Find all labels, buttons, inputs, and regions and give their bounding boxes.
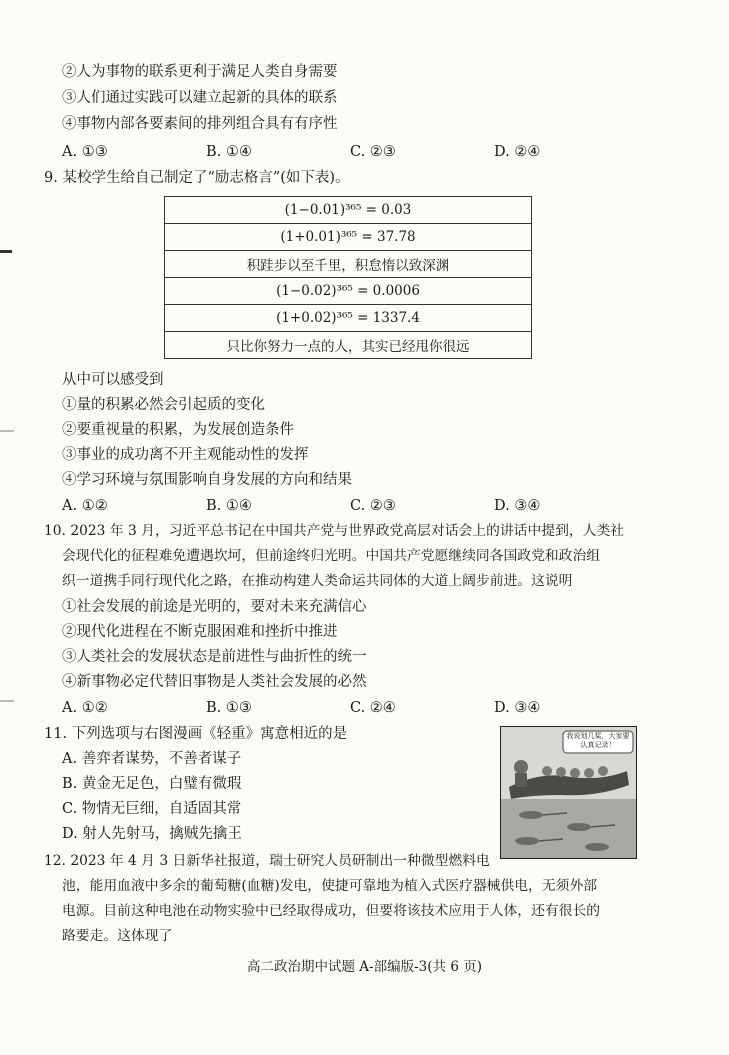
q10-option-b: B. ①③	[206, 700, 252, 716]
q8-statement-2: ②人为事物的联系更利于满足人类自身需要	[62, 64, 338, 80]
q9-option-d: D. ③④	[494, 498, 541, 514]
q9-statement-4: ④学习环境与氛围影响自身发展的方向和结果	[62, 472, 352, 488]
motto-row: 积跬步以至千里，积怠惰以致深渊	[165, 251, 532, 278]
cartoon-caption: 我说划几桨，大家要认真记录！	[566, 732, 630, 749]
q12-stem-line: 路要走。这体现了	[62, 928, 173, 944]
q9-statement-1: ①量的积累必然会引起质的变化	[62, 397, 265, 413]
q9-stem: 9. 某校学生给自己制定了“励志格言”(如下表)。	[44, 170, 350, 186]
motto-table	[164, 196, 532, 359]
q10-statement-2: ②现代化进程在不断克服困难和挫折中推进	[62, 624, 338, 640]
q11-option-b: B. 黄金无足色，白璧有微瑕	[62, 776, 242, 792]
q9-lead: 从中可以感受到	[62, 372, 164, 388]
q10-statement-4: ④新事物必定代替旧事物是人类社会发展的必然	[62, 674, 367, 690]
q8-option-b: B. ①④	[206, 144, 252, 160]
q12-stem-line: 电源。目前这种电池在动物实验中已经取得成功，但要将该技术应用于人体，还有很长的	[62, 903, 601, 919]
q9-option-c: C. ②③	[350, 498, 396, 514]
motto-row: (1−0.01)³⁶⁵ = 0.03	[165, 197, 532, 224]
q8-option-a: A. ①③	[62, 144, 108, 160]
q8-statement-3: ③人们通过实践可以建立起新的具体的联系	[62, 90, 338, 106]
scan-edge-mark	[0, 700, 14, 702]
q8-option-d: D. ②④	[494, 144, 541, 160]
scan-edge-mark	[0, 250, 12, 253]
q10-stem-line: 会现代化的征程难免遭遇坎坷，但前途终归光明。中国共产党愿继续同各国政党和政治组	[62, 548, 601, 564]
q11-option-a: A. 善弈者谋势，不善者谋子	[62, 751, 242, 767]
q9-statement-2: ②要重视量的积累，为发展创造条件	[62, 422, 294, 438]
q10-stem-line: 10. 2023 年 3 月，习近平总书记在中国共产党与世界政党高层对话会上的讲话中提到，人类社	[44, 523, 625, 539]
q8-option-c: C. ②③	[350, 144, 396, 160]
cartoon-image	[500, 726, 637, 859]
q11-stem: 11. 下列选项与右图漫画《轻重》寓意相近的是	[44, 726, 348, 742]
motto-row: (1+0.01)³⁶⁵ = 37.78	[165, 224, 532, 251]
q10-option-c: C. ②④	[350, 700, 396, 716]
q9-option-b: B. ①④	[206, 498, 252, 514]
q12-stem-line: 12. 2023 年 4 月 3 日新华社报道，瑞士研究人员研制出一种微型燃料电	[44, 853, 490, 869]
motto-row: 只比你努力一点的人，其实已经甩你很远	[165, 332, 532, 359]
q11-option-c: C. 物情无巨细，自适固其常	[62, 801, 242, 817]
page-footer: 高二政治期中试题 A-部编版-3(共 6 页)	[247, 959, 482, 975]
q9-option-a: A. ①②	[62, 498, 108, 514]
q10-statement-1: ①社会发展的前途是光明的，要对未来充满信心	[62, 599, 367, 615]
q12-stem-line: 池，能用血液中多余的葡萄糖(血糖)发电，使捷可靠地为植入式医疗器械供电，无须外部	[62, 878, 598, 894]
motto-row: (1−0.02)³⁶⁵ = 0.0006	[165, 278, 532, 305]
q10-stem-line: 织一道携手同行现代化之路，在推动构建人类命运共同体的大道上阔步前进。这说明	[62, 573, 573, 589]
q10-option-d: D. ③④	[494, 700, 541, 716]
scan-edge-mark	[0, 430, 14, 432]
q10-statement-3: ③人类社会的发展状态是前进性与曲折性的统一	[62, 649, 367, 665]
motto-row: (1+0.02)³⁶⁵ = 1337.4	[165, 305, 532, 332]
q10-option-a: A. ①②	[62, 700, 108, 716]
q8-statement-4: ④事物内部各要素间的排列组合具有有序性	[62, 116, 338, 132]
q11-option-d: D. 射人先射马，擒贼先擒王	[62, 826, 242, 842]
q9-statement-3: ③事业的成功离不开主观能动性的发挥	[62, 447, 309, 463]
